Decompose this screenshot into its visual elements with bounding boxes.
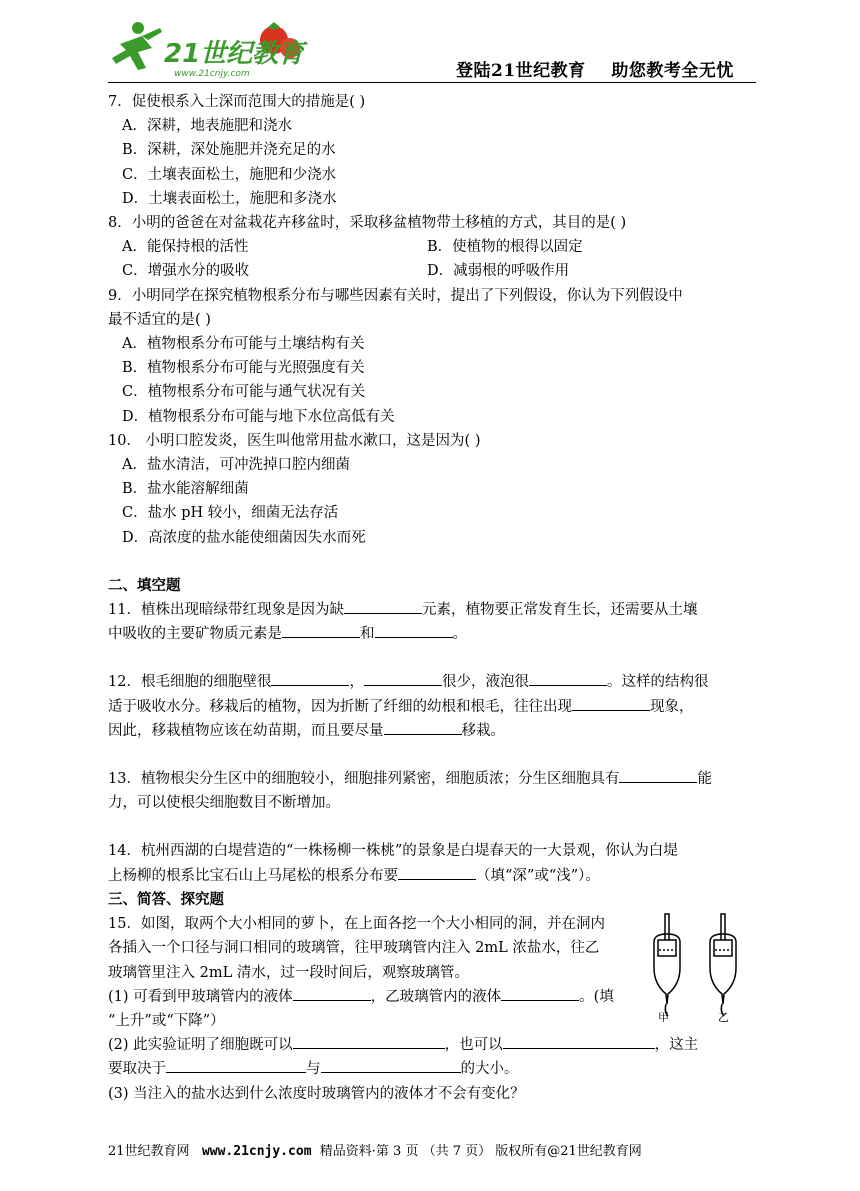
page-header	[0, 0, 860, 90]
q8-options-row-2	[108, 259, 756, 283]
question-12-line2: 适于吸收水分。移栽后的植物，因为折断了纤细的幼根和根毛，往往出现 现象，	[108, 695, 756, 719]
question-14-line1: 14．杭州西湖的白堤营造的“一株杨柳一株桃”的景象是白堤春天的一大景观，你认为白堤	[108, 843, 678, 860]
q15-blank-1[interactable]	[293, 986, 371, 1001]
q15-line2: 各插入一个口径与洞口相同的玻璃管，往甲玻璃管内注入 2mL 浓盐水，往乙	[108, 940, 600, 957]
q12-blank-5[interactable]	[384, 720, 462, 735]
q12-blank-4[interactable]	[572, 696, 650, 711]
question-8-stem: 8．小明的爸爸在对盆栽花卉移盆时，采取移盆植物带土移植的方式，其目的是( )	[108, 215, 627, 232]
radish-jia	[654, 914, 680, 1016]
q15-line1: 15．如图，取两个大小相同的萝卜，在上面各挖一个大小相同的洞，并在洞内	[108, 916, 605, 933]
question-12-line3: 因此，移栽植物应该在幼苗期，而且要尽量 移栽。	[108, 719, 756, 743]
q9-option-b: B．植物根系分布可能与光照强度有关	[122, 360, 365, 377]
header-slogan: 登陆21世纪教育 助您教考全无忧	[456, 61, 734, 81]
question-13-line2: 力，可以使根尖细胞数目不断增加。	[108, 795, 340, 812]
q14-blank-1[interactable]	[398, 865, 476, 880]
question-11: 11．植株出现暗绿带红现象是因为缺 元素，植物要正常发育生长，还需要从土壤	[108, 598, 756, 622]
q10-option-b: B．盐水能溶解细菌	[122, 481, 249, 498]
label-yi: 乙	[718, 1011, 729, 1023]
q8-option-c: C．增强水分的吸收	[122, 263, 250, 280]
q7-option-b: B．深耕，深处施肥并浇充足的水	[122, 142, 336, 159]
q15-blank-5[interactable]	[166, 1058, 306, 1073]
page-footer	[108, 1140, 756, 1159]
label-jia: 甲	[658, 1011, 669, 1023]
q9-option-a: A．植物根系分布可能与土壤结构有关	[122, 336, 365, 353]
q12-blank-3[interactable]	[529, 671, 607, 686]
q8-option-a: A．能保持根的活性	[122, 239, 249, 256]
q15-blank-2[interactable]	[501, 986, 579, 1001]
q9-option-c: C．植物根系分布可能与通气状况有关	[122, 384, 366, 401]
q8-options-row-1	[108, 235, 756, 259]
q10-option-c: C．盐水 pH 较小，细菌无法存活	[122, 505, 339, 522]
header-divider	[108, 82, 756, 83]
section-3-title: 三、简答、探究题	[108, 890, 224, 908]
question-11-line2: 中吸收的主要矿物质元素是 和 。	[108, 622, 756, 646]
q7-option-c: C．土壤表面松土，施肥和少浇水	[122, 166, 337, 183]
q15-part2: (2) 此实验证明了细胞既可以 ，也可以 ，这主	[108, 1033, 756, 1057]
q8-option-d: D．减弱根的呼吸作用	[427, 263, 570, 280]
q15-blank-6[interactable]	[321, 1058, 461, 1073]
question-9-stem-line2: 最不适宜的是( )	[108, 311, 211, 328]
footer-site: www.21cnjy.com	[201, 1144, 312, 1159]
question-14-line2: 上杨柳的根系比宝石山上马尾松的根系分布要 （填“深”或“浅”）。	[108, 864, 756, 888]
radish-experiment-figure	[642, 912, 752, 1022]
q11-blank-2[interactable]	[282, 623, 360, 638]
q10-option-a: A．盐水清洁，可冲洗掉口腔内细菌	[122, 457, 350, 474]
question-7-stem: 7．促使根系入土深而范围大的措施是( )	[108, 94, 366, 110]
footer-left: 21世纪教育网	[108, 1144, 190, 1159]
section-2-title: 二、填空题	[108, 576, 181, 594]
q15-part1-line2: “上升”或“下降”）	[108, 1012, 225, 1029]
q12-blank-2[interactable]	[364, 671, 442, 686]
question-12: 12．根毛细胞的细胞壁很 ， 很少，液泡很 。这样的结构很	[108, 670, 756, 694]
q15-part2-line2: 要取决于 与 的大小。	[108, 1057, 756, 1081]
q11-blank-1[interactable]	[344, 599, 422, 614]
q7-option-d: D．土壤表面松土，施肥和多浇水	[122, 190, 337, 207]
logo-url: www.21cnjy.com	[174, 69, 250, 79]
logo-21cnjy	[108, 18, 308, 82]
q10-option-d: D．高浓度的盐水能使细菌因失水而死	[122, 529, 366, 546]
q15-part3: (3) 当注入的盐水达到什么浓度时玻璃管内的液体才不会有变化？	[108, 1085, 525, 1102]
q11-blank-3[interactable]	[375, 623, 453, 638]
q12-blank-1[interactable]	[271, 671, 349, 686]
radish-yi	[710, 914, 736, 1016]
q13-blank-1[interactable]	[619, 768, 697, 783]
q9-option-d: D．植物根系分布可能与地下水位高低有关	[122, 408, 395, 425]
q15-blank-3[interactable]	[293, 1034, 445, 1049]
q15-line3: 玻璃管里注入 2mL 清水，过一段时间后，观察玻璃管。	[108, 964, 469, 981]
question-9-stem-line1: 9．小明同学在探究植物根系分布与哪些因素有关时，提出了下列假设，你认为下列假设中	[108, 287, 683, 304]
question-15	[108, 912, 756, 1033]
q15-blank-4[interactable]	[503, 1034, 655, 1049]
logo-text: 21世纪教育	[164, 39, 305, 69]
q15-part1: (1) 可看到甲玻璃管内的液体 ，乙玻璃管内的液体 。(填	[108, 985, 636, 1009]
page-content	[108, 90, 756, 1106]
question-10-stem: 10． 小明口腔发炎，医生叫他常用盐水漱口，这是因为( )	[108, 432, 481, 449]
question-13: 13．植物根尖分生区中的细胞较小，细胞排列紧密，细胞质浓；分生区细胞具有 能	[108, 767, 756, 791]
footer-right: 精品资料·第 3 页 （共 7 页） 版权所有@21世纪教育网	[319, 1144, 642, 1159]
q8-option-b: B．使植物的根得以固定	[427, 239, 583, 256]
q7-option-a: A．深耕，地表施肥和浇水	[122, 118, 292, 135]
